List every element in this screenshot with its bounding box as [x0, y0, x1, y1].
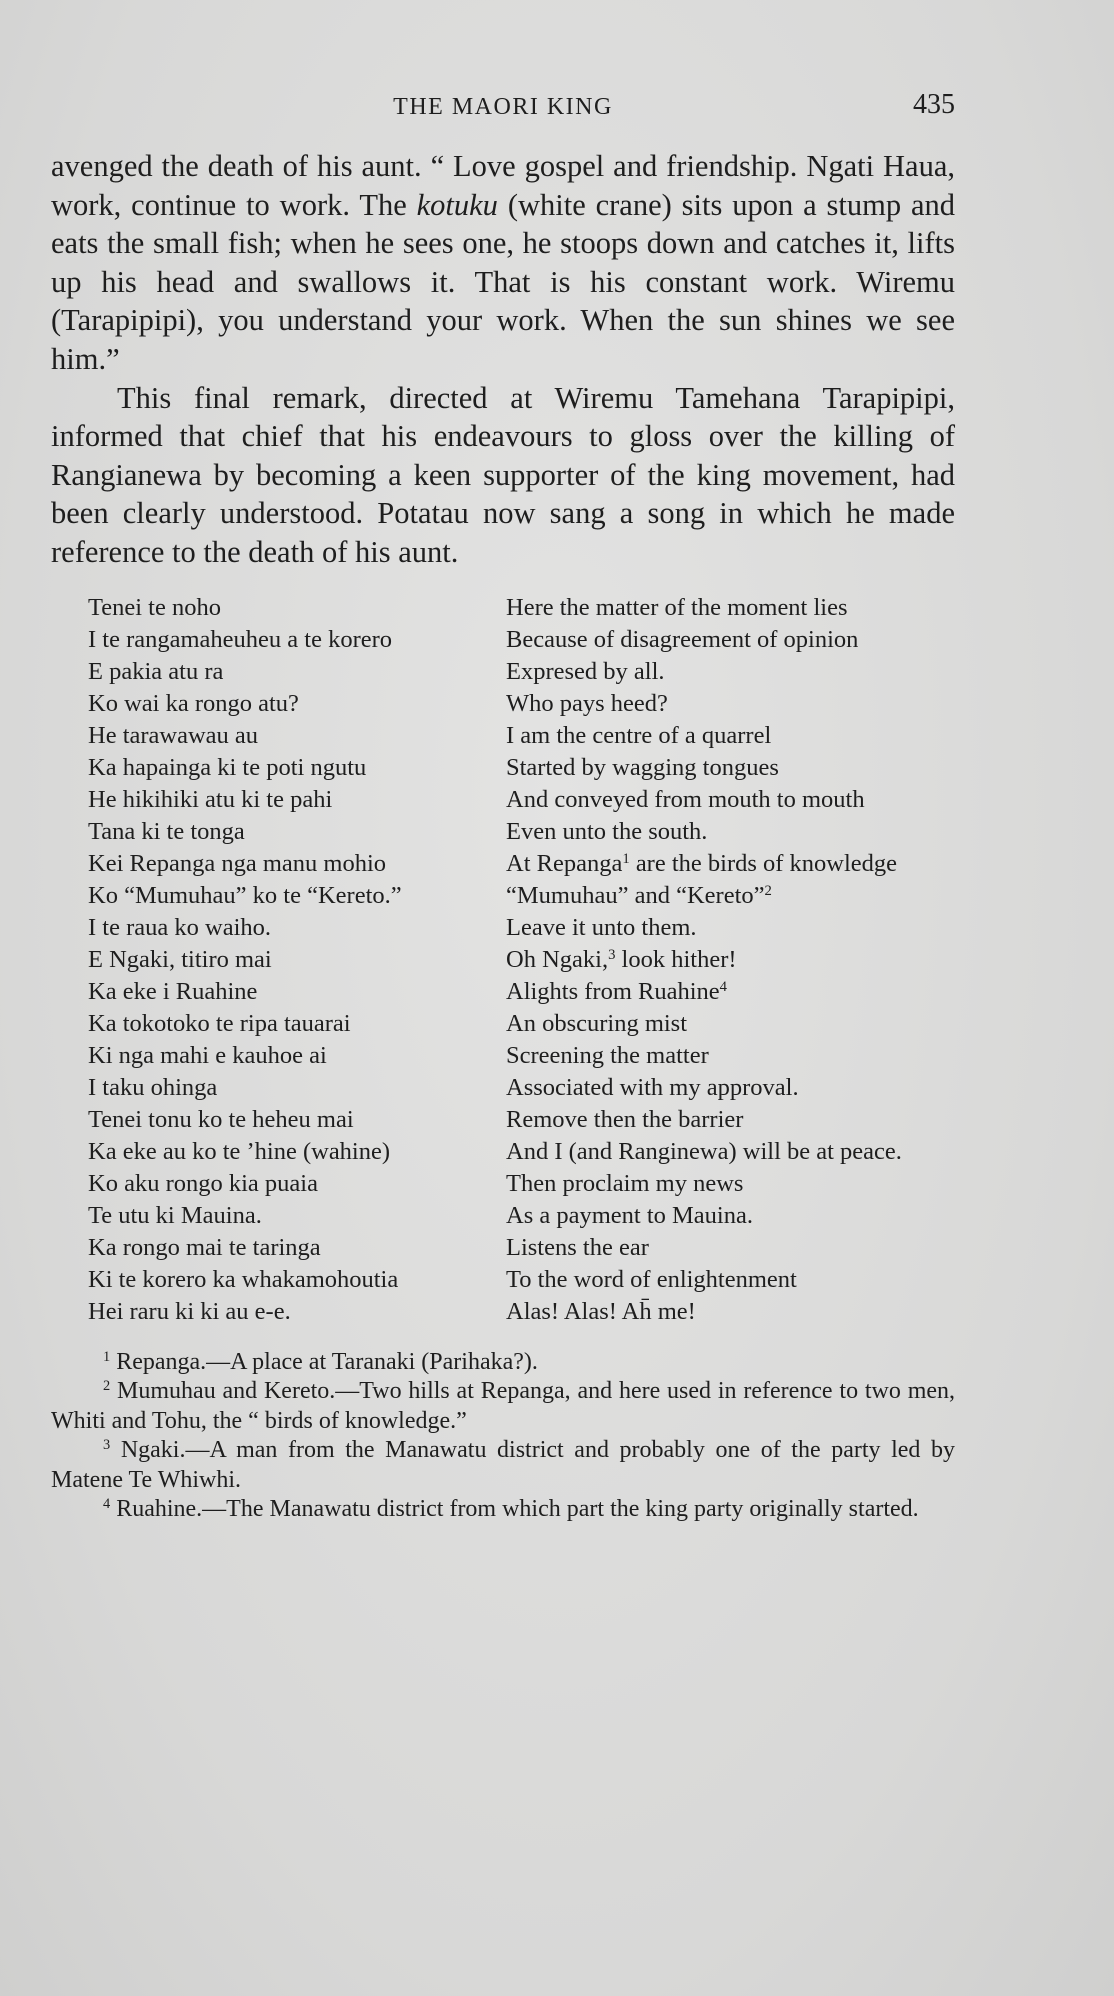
footnote-reference: 3 — [608, 946, 616, 963]
english-line: Associated with my approval. — [506, 1073, 799, 1101]
footnote — [51, 1377, 955, 1436]
maori-line: Ko wai ka rongo atu? — [88, 689, 299, 717]
verse-line — [51, 1040, 955, 1072]
verse-line — [51, 976, 955, 1008]
footnote-text: Mumuhau and Kereto.—Two hills at Repanga, and here used in reference to two men, Whiti and Tohu, the “ birds of knowledge.” — [51, 1378, 956, 1434]
verse-line — [51, 816, 955, 848]
maori-line: E pakia atu ra — [88, 657, 224, 685]
footnote-reference: 4 — [719, 978, 728, 995]
english-line: To the word of enlightenment — [506, 1265, 797, 1293]
body-text — [51, 147, 955, 572]
paragraph-2: This final remark, directed at Wiremu Tamehana Tarapipipi, informed that chief that his endeavours to gloss over the killing of Rangianewa by becoming a keen supporter of the king movement, had been clearly understood. Potatau now sang a song in which he made reference to the death of his aunt. — [51, 380, 955, 569]
footnote-marker: 3 — [103, 1437, 111, 1454]
book-page — [51, 80, 955, 1525]
verse-line — [51, 624, 955, 656]
english-line-text: “Mumuhau” and “Kereto” — [506, 881, 765, 909]
english-line-text: Oh Ngaki, — [506, 945, 609, 973]
verse-line — [51, 880, 955, 912]
english-line — [506, 976, 955, 1008]
english-line: Started by wagging tongues — [506, 753, 779, 781]
maori-line: Te utu ki Mauina. — [88, 1201, 262, 1229]
english-line: Then proclaim my news — [506, 1169, 744, 1197]
verse-line — [51, 1104, 955, 1136]
verse-line — [51, 720, 955, 752]
maori-line: He tarawawau au — [88, 721, 259, 749]
song-verse — [51, 592, 955, 1328]
english-line-text-after: look hither! — [615, 945, 737, 973]
footnote-marker: 2 — [103, 1378, 111, 1395]
english-line — [506, 880, 955, 912]
verse-line — [51, 1008, 955, 1040]
maori-line: Kei Repanga nga manu mohio — [88, 849, 387, 877]
maori-line: Ko “Mumuhau” ko te “Kereto.” — [88, 881, 402, 909]
verse-line — [51, 1264, 955, 1296]
verse-line — [51, 1200, 955, 1232]
paragraph-1-end: (white crane) sits upon a stump and eats the small fish; when he sees one, he stoops down and catches it, lifts up his head and swallows it. That is his constant work. Wiremu (Tarapipipi), you understand your work. When the sun shines we see him.” — [51, 187, 956, 376]
verse-line — [51, 784, 955, 816]
maori-line: Hei raru ki ki au e-e. — [88, 1297, 291, 1325]
maori-line: I te rangamaheuheu a te korero — [88, 625, 393, 653]
maori-line: Ki nga mahi e kauhoe ai — [88, 1041, 327, 1069]
english-line: Who pays heed? — [506, 689, 668, 717]
verse-line — [51, 592, 955, 624]
maori-line: Ka tokotoko te ripa tauarai — [88, 1009, 351, 1037]
english-line: And conveyed from mouth to mouth — [506, 785, 865, 813]
running-header — [51, 80, 955, 130]
paragraph-1-start: avenged the death of his aunt. “ Love gospel and friendship. Ngati Haua, work, continue to work. The — [51, 149, 955, 222]
english-line — [506, 848, 955, 880]
english-line: Because of disagreement of opinion — [506, 625, 859, 653]
footnote-text: Ngaki.—A man from the Manawatu district and probably one of the party led by Matene Te Whiwhi. — [51, 1437, 956, 1493]
footnote-marker: 4 — [103, 1496, 111, 1513]
footnote-text: Repanga.—A place at Taranaki (Parihaka?). — [116, 1348, 538, 1375]
page-number: 435 — [913, 89, 955, 120]
verse-line — [51, 752, 955, 784]
maori-line: E Ngaki, titiro mai — [88, 945, 272, 973]
verse-line — [51, 1296, 955, 1328]
english-line: An obscuring mist — [506, 1009, 688, 1037]
verse-line — [51, 656, 955, 688]
maori-line: Tana ki te tonga — [88, 817, 245, 845]
verse-line — [51, 1072, 955, 1104]
running-title: THE MAORI KING — [393, 94, 613, 120]
maori-line: Tenei tonu ko te heheu mai — [88, 1105, 354, 1133]
verse-line — [51, 1136, 955, 1168]
english-line: Listens the ear — [506, 1233, 649, 1261]
english-line: As a payment to Mauina. — [506, 1201, 753, 1229]
english-line: Remove then the barrier — [506, 1105, 744, 1133]
verse-line — [51, 912, 955, 944]
maori-line: Ka hapainga ki te poti ngutu — [88, 753, 367, 781]
english-line — [506, 944, 955, 976]
english-line: Expresed by all. — [506, 657, 665, 685]
verse-line — [51, 1232, 955, 1264]
footnotes — [51, 1348, 955, 1525]
english-line: Screening the matter — [506, 1041, 709, 1069]
footnote — [51, 1495, 955, 1525]
footnote-reference: 1 — [622, 850, 630, 867]
maori-line: Ka eke au ko te ’hine (wahine) — [88, 1137, 391, 1165]
english-line-text: At Repanga — [506, 849, 623, 877]
english-line: I am the centre of a quarrel — [506, 721, 772, 749]
maori-line: I te raua ko waiho. — [88, 913, 271, 941]
footnote-text: Ruahine.—The Manawatu district from which part the king party originally started. — [116, 1496, 919, 1523]
english-line: And I (and Ranginewa) will be at peace. — [506, 1137, 902, 1165]
verse-line — [51, 688, 955, 720]
footnote — [51, 1348, 955, 1378]
maori-line: Ka eke i Ruahine — [88, 977, 258, 1005]
verse-line — [51, 848, 955, 880]
italic-term-kotuku: kotuku — [416, 187, 498, 222]
footnote-marker: 1 — [103, 1348, 111, 1365]
maori-line: Ka rongo mai te taringa — [88, 1233, 321, 1261]
english-line-text: Alights from Ruahine — [506, 977, 720, 1005]
maori-line: He hikihiki atu ki te pahi — [88, 785, 333, 813]
english-line-text-after: are the birds of knowledge — [629, 849, 898, 877]
maori-line: Ki te korero ka whakamohoutia — [88, 1265, 399, 1293]
english-line: Here the matter of the moment lies — [506, 593, 848, 621]
maori-line: Tenei te noho — [88, 593, 221, 621]
maori-line: I taku ohinga — [88, 1073, 218, 1101]
verse-line — [51, 944, 955, 976]
paragraph-1 — [51, 147, 955, 379]
english-line: Alas! Alas! Ah̄ me! — [506, 1297, 696, 1325]
footnote — [51, 1436, 955, 1495]
verse-line — [51, 1168, 955, 1200]
footnote-reference: 2 — [764, 882, 772, 899]
maori-line: Ko aku rongo kia puaia — [88, 1169, 318, 1197]
english-line: Leave it unto them. — [506, 913, 697, 941]
english-line: Even unto the south. — [506, 817, 708, 845]
